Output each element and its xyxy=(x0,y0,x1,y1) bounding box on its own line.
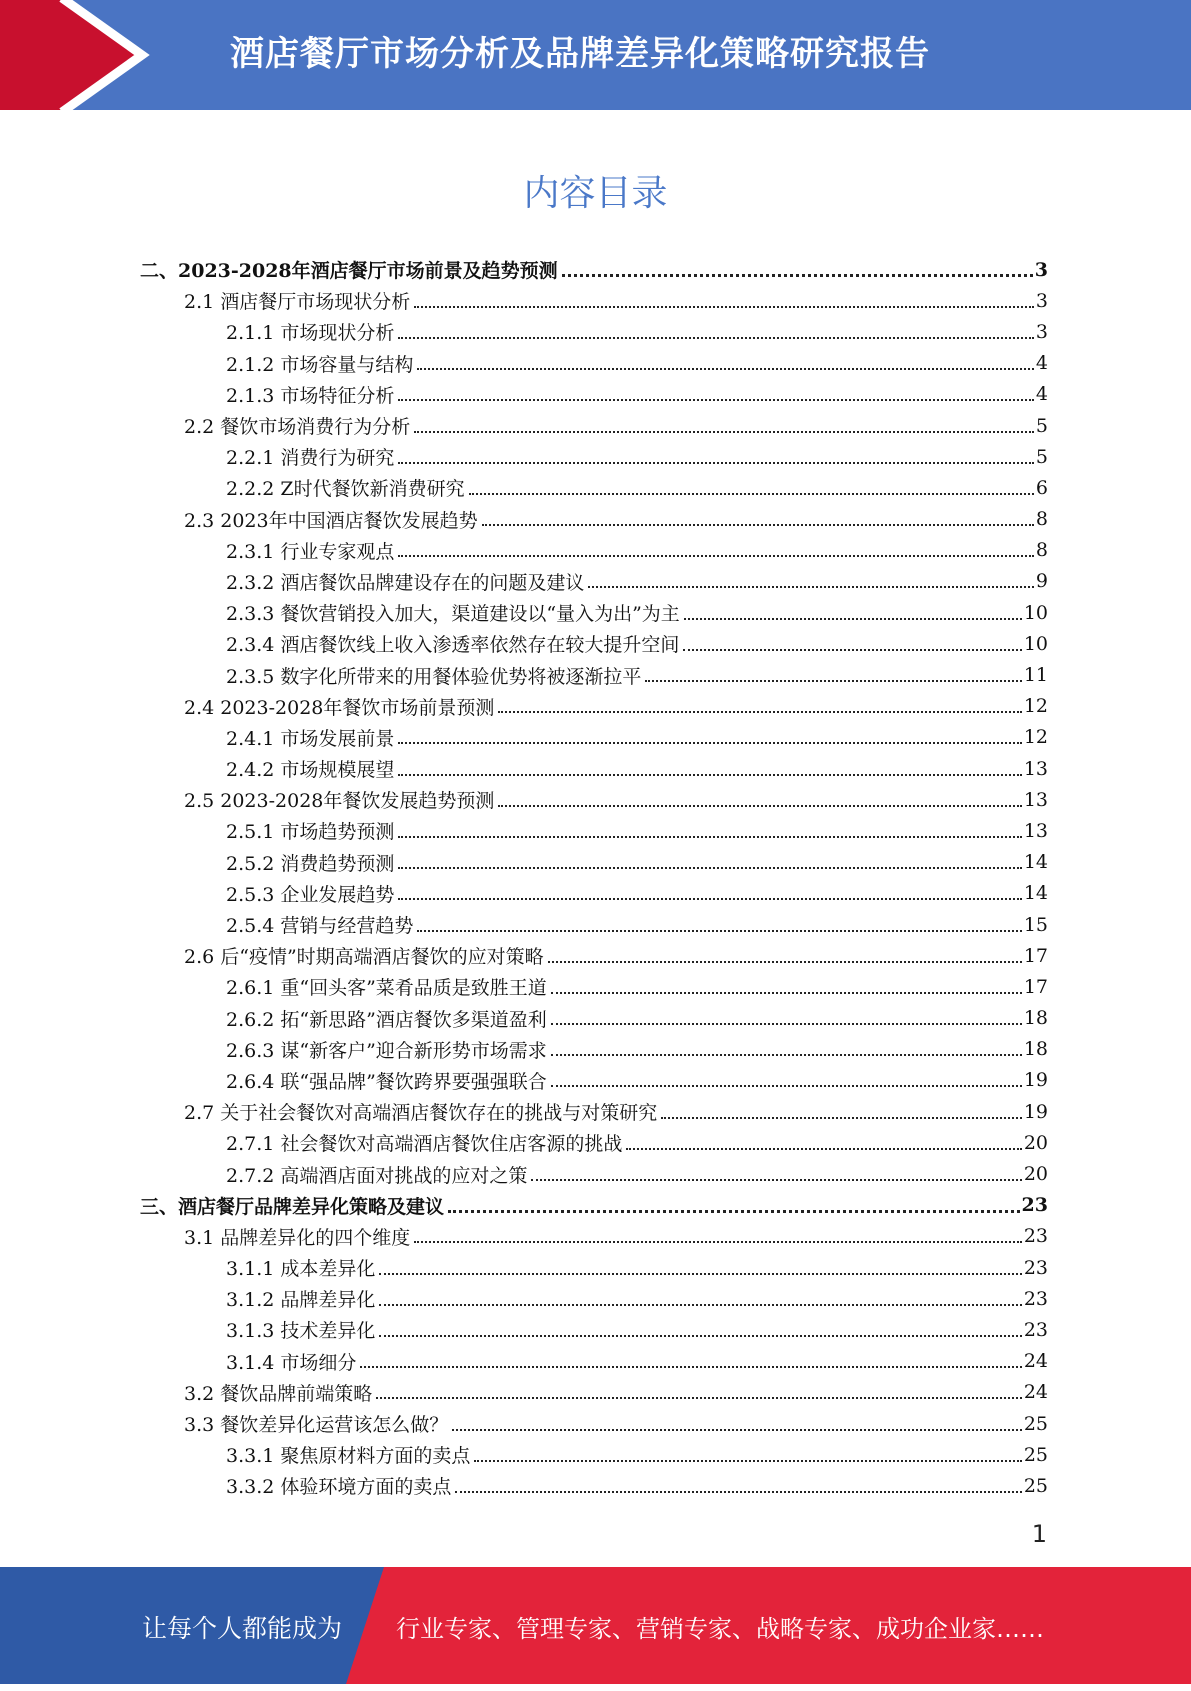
toc-entry[interactable] xyxy=(140,1065,1048,1096)
footer-slogan-left: 让每个人都能成为 xyxy=(142,1614,343,1643)
footer-slogan-right: 行业专家、管理专家、营销专家、战略专家、成功企业家…… xyxy=(396,1615,1044,1643)
toc-entry[interactable] xyxy=(140,1127,1048,1158)
toc-entry-title: 3.1.1 成本差异化 xyxy=(226,1258,376,1281)
toc-dot-leader xyxy=(376,1397,1022,1399)
toc-entry-page: 13 xyxy=(1023,757,1048,780)
toc-dot-leader xyxy=(414,431,1034,433)
toc-entry[interactable] xyxy=(140,1190,1048,1221)
toc-entry-page: 5 xyxy=(1035,414,1048,437)
toc-entry-page: 20 xyxy=(1023,1163,1048,1186)
toc-dot-leader xyxy=(588,586,1034,588)
toc-entry-title: 3.1.2 品牌差异化 xyxy=(226,1289,376,1312)
toc-entry[interactable] xyxy=(140,1221,1048,1252)
toc-entry-page: 10 xyxy=(1023,601,1048,624)
toc-entry-title: 2.3.4 酒店餐饮线上收入渗透率依然存在较大提升空间 xyxy=(226,634,680,657)
toc-entry-title: 2.5.2 消费趋势预测 xyxy=(226,852,395,875)
toc-entry-title: 2.1.2 市场容量与结构 xyxy=(226,353,414,376)
toc-entry[interactable] xyxy=(140,659,1048,690)
toc-entry-title: 2.3.3 餐饮营销投入加大，渠道建设以“量入为出”为主 xyxy=(226,603,680,626)
toc-dot-leader xyxy=(398,399,1034,401)
toc-entry-page: 19 xyxy=(1023,1069,1048,1092)
toc-entry-page: 3 xyxy=(1035,289,1048,312)
toc-dot-leader xyxy=(455,1491,1021,1493)
toc-entry[interactable] xyxy=(140,1158,1048,1189)
toc-dot-leader xyxy=(398,898,1021,900)
toc-entry-page: 5 xyxy=(1035,445,1048,468)
toc-entry-title: 二、2023-2028年酒店餐厅市场前景及趋势预测 xyxy=(140,260,558,283)
toc-dot-leader xyxy=(551,992,1022,994)
toc-entry-title: 3.3.2 体验环境方面的卖点 xyxy=(226,1476,452,1499)
toc-entry-title: 2.2.1 消费行为研究 xyxy=(226,447,395,470)
toc-dot-leader xyxy=(469,493,1034,495)
toc-entry[interactable] xyxy=(140,815,1048,846)
toc-dot-leader xyxy=(684,618,1022,620)
toc-dot-leader xyxy=(398,555,1034,557)
toc-dot-leader xyxy=(417,368,1034,370)
footer-banner xyxy=(0,1567,1191,1684)
toc-entry-title: 2.7 关于社会餐饮对高端酒店餐饮存在的挑战与对策研究 xyxy=(184,1102,658,1125)
toc-entry[interactable] xyxy=(140,1377,1048,1408)
toc-entry-title: 2.5 2023-2028年餐饮发展趋势预测 xyxy=(184,790,495,813)
toc-entry-title: 3.3.1 聚焦原材料方面的卖点 xyxy=(226,1445,471,1468)
toc-entry[interactable] xyxy=(140,971,1048,1002)
report-title: 酒店餐厅市场分析及品牌差异化策略研究报告 xyxy=(230,34,930,74)
toc-entry-page: 20 xyxy=(1023,1131,1048,1154)
toc-entry[interactable] xyxy=(140,1346,1048,1377)
toc-dot-leader xyxy=(360,1366,1021,1368)
toc-dot-leader xyxy=(551,1085,1022,1087)
toc-dot-leader xyxy=(498,711,1021,713)
toc-entry-title: 2.3.2 酒店餐饮品牌建设存在的问题及建议 xyxy=(226,571,585,594)
toc-entry-page: 12 xyxy=(1023,695,1048,718)
toc-dot-leader xyxy=(379,1304,1021,1306)
toc-entry-title: 2.4.1 市场发展前景 xyxy=(226,727,395,750)
toc-entry-page: 24 xyxy=(1023,1381,1048,1404)
toc-entry-page: 25 xyxy=(1023,1412,1048,1435)
toc-dot-leader xyxy=(398,774,1021,776)
toc-dot-leader xyxy=(562,274,1033,277)
toc-entry[interactable] xyxy=(140,566,1048,597)
toc-entry-page: 23 xyxy=(1021,1194,1048,1217)
toc-entry-page: 8 xyxy=(1035,539,1048,562)
toc-entry[interactable] xyxy=(140,628,1048,659)
toc-entry[interactable] xyxy=(140,379,1048,410)
toc-entry-title: 2.2.2 Z时代餐饮新消费研究 xyxy=(226,478,465,501)
toc-entry-page: 13 xyxy=(1023,788,1048,811)
toc-entry[interactable] xyxy=(140,504,1048,535)
toc-entry-page: 8 xyxy=(1035,508,1048,531)
toc-entry[interactable] xyxy=(140,847,1048,878)
toc-entry-page: 12 xyxy=(1023,726,1048,749)
toc-entry[interactable] xyxy=(140,597,1048,628)
toc-entry-title: 2.6 后“疫情”时期高端酒店餐饮的应对策略 xyxy=(184,946,544,969)
toc-dot-leader xyxy=(645,680,1021,682)
toc-entry-page: 17 xyxy=(1023,975,1048,998)
toc-entry-title: 2.6.3 谋“新客户”迎合新形势市场需求 xyxy=(226,1039,547,1062)
toc-entry-title: 2.5.3 企业发展趋势 xyxy=(226,883,395,906)
toc-entry[interactable] xyxy=(140,316,1048,347)
toc-entry[interactable] xyxy=(140,1283,1048,1314)
toc-entry-page: 13 xyxy=(1023,819,1048,842)
toc-entry[interactable] xyxy=(140,1034,1048,1065)
toc-entry[interactable] xyxy=(140,753,1048,784)
toc-dot-leader xyxy=(417,930,1021,932)
toc-entry[interactable] xyxy=(140,784,1048,815)
toc-entry-page: 6 xyxy=(1035,476,1048,499)
toc-entry[interactable] xyxy=(140,285,1048,316)
toc-entry[interactable] xyxy=(140,722,1048,753)
toc-entry[interactable] xyxy=(140,1252,1048,1283)
toc-entry[interactable] xyxy=(140,348,1048,379)
toc-entry-title: 2.7.1 社会餐饮对高端酒店餐饮住店客源的挑战 xyxy=(226,1133,623,1156)
toc-entry-title: 2.2 餐饮市场消费行为分析 xyxy=(184,416,411,439)
toc-entry-title: 2.7.2 高端酒店面对挑战的应对之策 xyxy=(226,1164,528,1187)
toc-dot-leader xyxy=(398,836,1021,838)
toc-entry[interactable] xyxy=(140,909,1048,940)
toc-dot-leader xyxy=(683,649,1021,651)
header-arrow-graphic xyxy=(0,0,170,110)
toc-entry[interactable] xyxy=(140,691,1048,722)
toc-entry[interactable] xyxy=(140,1470,1048,1501)
toc-dot-leader xyxy=(482,524,1034,526)
toc-entry-page: 23 xyxy=(1023,1256,1048,1279)
toc-entry-page: 17 xyxy=(1023,944,1048,967)
toc-entry-page: 23 xyxy=(1023,1287,1048,1310)
toc-entry-page: 3 xyxy=(1034,258,1048,281)
toc-entry-title: 3.1.4 市场细分 xyxy=(226,1351,357,1374)
toc-entry-title: 2.4 2023-2028年餐饮市场前景预测 xyxy=(184,696,495,719)
toc-entry-title: 2.5.4 营销与经营趋势 xyxy=(226,915,414,938)
toc-entry[interactable] xyxy=(140,878,1048,909)
toc-entry-title: 2.1.1 市场现状分析 xyxy=(226,322,395,345)
toc-dot-leader xyxy=(414,306,1034,308)
toc-entry[interactable] xyxy=(140,1003,1048,1034)
toc-entry-title: 2.3.1 行业专家观点 xyxy=(226,540,395,563)
header-banner xyxy=(0,0,1191,110)
toc-dot-leader xyxy=(551,1054,1022,1056)
toc-entry-page: 24 xyxy=(1023,1350,1048,1373)
toc-entry-title: 2.6.2 拓“新思路”酒店餐饮多渠道盈利 xyxy=(226,1008,547,1031)
toc-entry-page: 4 xyxy=(1035,352,1048,375)
page-number: 1 xyxy=(1031,1520,1047,1548)
toc-entry[interactable] xyxy=(140,940,1048,971)
toc-dot-leader xyxy=(379,1335,1021,1337)
toc-dot-leader xyxy=(498,805,1021,807)
toc-entry[interactable] xyxy=(140,472,1048,503)
toc-entry-page: 25 xyxy=(1023,1443,1048,1466)
toc-entry-page: 18 xyxy=(1023,1007,1048,1030)
toc-entry[interactable] xyxy=(140,1439,1048,1470)
toc-entry-page: 14 xyxy=(1023,882,1048,905)
toc-entry-title: 3.3 餐饮差异化运营该怎么做？ xyxy=(184,1414,449,1437)
toc-entry-title: 2.4.2 市场规模展望 xyxy=(226,759,395,782)
toc-dot-leader xyxy=(398,337,1034,339)
toc-entry-page: 4 xyxy=(1035,383,1048,406)
toc-entry-title: 2.5.1 市场趋势预测 xyxy=(226,821,395,844)
toc-entry-title: 3.1.3 技术差异化 xyxy=(226,1320,376,1343)
toc-entry-page: 3 xyxy=(1035,320,1048,343)
toc-dot-leader xyxy=(551,1023,1022,1025)
toc-entry-page: 18 xyxy=(1023,1038,1048,1061)
toc-dot-leader xyxy=(548,961,1022,963)
toc-dot-leader xyxy=(452,1429,1022,1431)
toc-entry-page: 25 xyxy=(1023,1474,1048,1497)
toc-entry-page: 19 xyxy=(1023,1100,1048,1123)
toc-dot-leader xyxy=(531,1179,1021,1181)
table-of-contents xyxy=(140,254,1048,1502)
toc-entry-page: 14 xyxy=(1023,851,1048,874)
toc-entry-title: 2.6.4 联“强品牌”餐饮跨界要强强联合 xyxy=(226,1070,547,1093)
toc-entry-title: 2.3 2023年中国酒店餐饮发展趋势 xyxy=(184,509,478,532)
toc-dot-leader xyxy=(661,1117,1022,1119)
toc-entry-title: 三、酒店餐厅品牌差异化策略及建议 xyxy=(140,1195,445,1218)
toc-entry-title: 2.3.5 数字化所带来的用餐体验优势将被逐渐拉平 xyxy=(226,665,642,688)
toc-entry-title: 2.1.3 市场特征分析 xyxy=(226,384,395,407)
toc-dot-leader xyxy=(398,867,1021,869)
toc-dot-leader xyxy=(379,1273,1021,1275)
toc-entry-title: 2.6.1 重“回头客”菜肴品质是致胜王道 xyxy=(226,977,547,1000)
toc-entry-page: 10 xyxy=(1023,632,1048,655)
toc-entry-title: 3.2 餐饮品牌前端策略 xyxy=(184,1382,373,1405)
toc-dot-leader xyxy=(398,742,1021,744)
toc-dot-leader xyxy=(398,462,1034,464)
toc-entry-page: 9 xyxy=(1035,570,1048,593)
toc-dot-leader xyxy=(448,1210,1020,1213)
toc-dot-leader xyxy=(626,1148,1021,1150)
toc-dot-leader xyxy=(414,1241,1022,1243)
toc-entry-title: 3.1 品牌差异化的四个维度 xyxy=(184,1226,411,1249)
toc-dot-leader xyxy=(474,1460,1021,1462)
toc-heading: 内容目录 xyxy=(523,173,668,214)
toc-entry[interactable] xyxy=(140,535,1048,566)
toc-entry[interactable] xyxy=(140,254,1048,285)
toc-entry[interactable] xyxy=(140,1096,1048,1127)
toc-entry-page: 15 xyxy=(1023,913,1048,936)
toc-entry-page: 23 xyxy=(1023,1225,1048,1248)
toc-entry-page: 11 xyxy=(1023,664,1048,687)
toc-entry[interactable] xyxy=(140,1408,1048,1439)
toc-entry-page: 23 xyxy=(1023,1318,1048,1341)
toc-entry[interactable] xyxy=(140,410,1048,441)
toc-entry[interactable] xyxy=(140,441,1048,472)
toc-entry[interactable] xyxy=(140,1314,1048,1345)
toc-entry-title: 2.1 酒店餐厅市场现状分析 xyxy=(184,291,411,314)
